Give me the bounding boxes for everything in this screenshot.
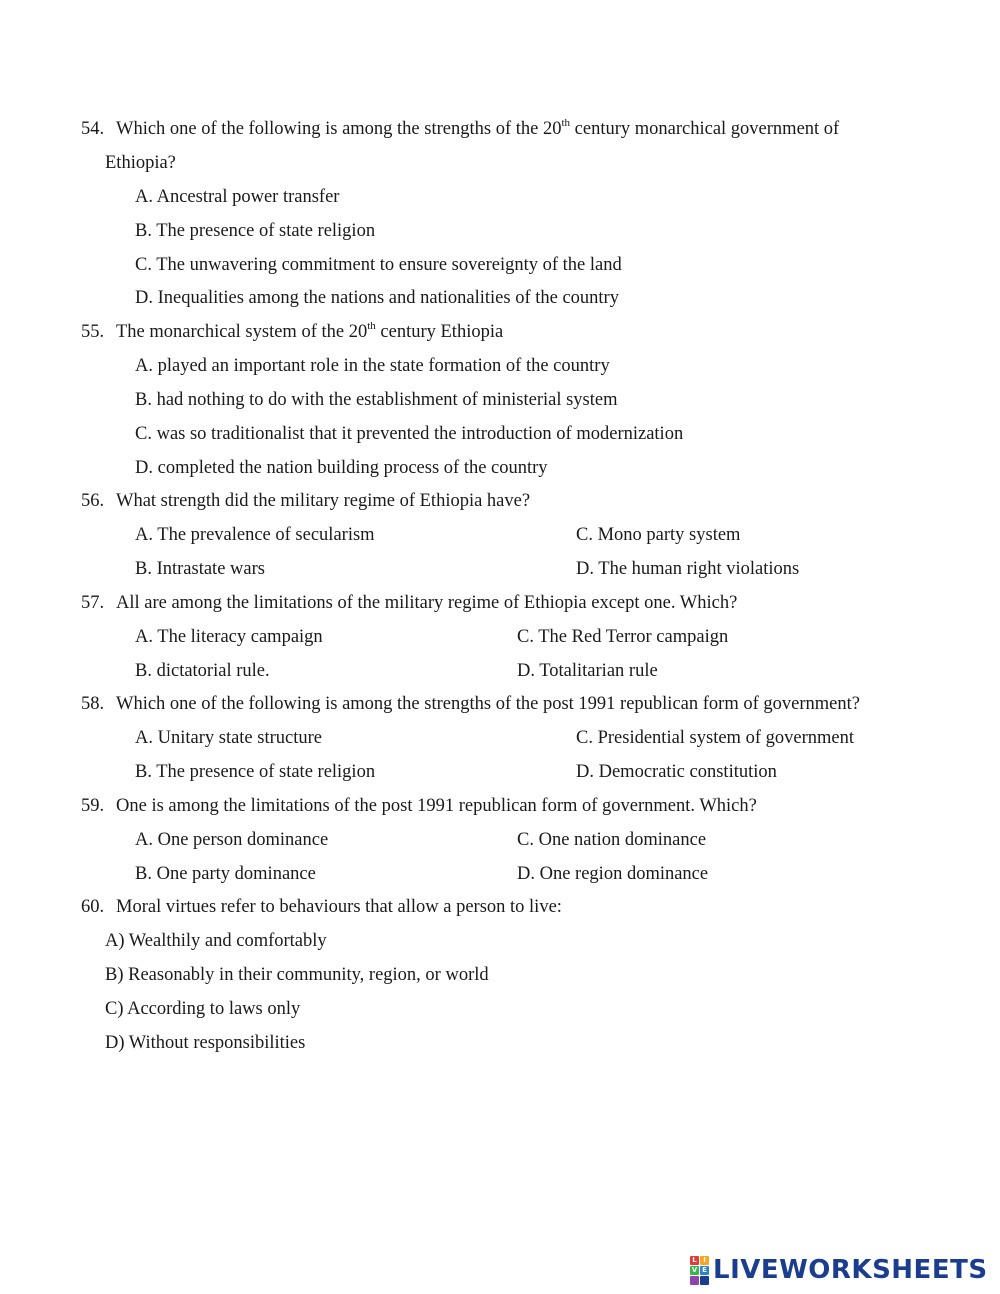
question-58-option-b[interactable]: B. The presence of state religion [135,762,376,782]
question-55-text: The monarchical system of the 20th century Ethiopia [116,319,504,342]
question-58-option-d[interactable]: D. Democratic constitution [576,762,777,782]
question-56-text: What strength did the military regime of Ethiopia have? [116,491,531,511]
question-56-number: 56. [81,491,105,511]
question-57-number: 57. [81,593,105,613]
question-54-option-c[interactable]: C. The unwavering commitment to ensure sovereignty of the land [135,255,622,275]
question-60-option-c[interactable]: C) According to laws only [105,999,301,1019]
question-57-option-a[interactable]: A. The literacy campaign [135,627,323,647]
question-55-option-b[interactable]: B. had nothing to do with the establishment of ministerial system [135,390,618,410]
question-54-number: 54. [81,119,105,139]
question-59-option-d[interactable]: D. One region dominance [517,864,709,884]
question-55-option-c[interactable]: C. was so traditionalist that it prevented the introduction of modernization [135,424,684,444]
question-59-option-a[interactable]: A. One person dominance [135,830,329,850]
question-56-option-c[interactable]: C. Mono party system [576,525,741,545]
question-59-option-c[interactable]: C. One nation dominance [517,830,707,850]
question-60-number: 60. [81,897,105,917]
question-59-text: One is among the limitations of the post 1991 republican form of government. Which? [116,796,757,816]
question-57-option-b[interactable]: B. dictatorial rule. [135,661,270,681]
question-60-option-a[interactable]: A) Wealthily and comfortably [105,931,327,951]
liveworksheets-logo-text: LIVEWORKSHEETS [713,1255,988,1285]
liveworksheets-logo-icon: L I V E [690,1256,709,1285]
question-54-text: Which one of the following is among the strengths of the 20th century monarchical government of [116,116,840,139]
question-56-option-b[interactable]: B. Intrastate wars [135,559,265,579]
question-60-text: Moral virtues refer to behaviours that allow a person to live: [116,897,562,917]
liveworksheets-logo [690,1254,988,1286]
question-59-number: 59. [81,796,105,816]
question-59-option-b[interactable]: B. One party dominance [135,864,316,884]
question-60-option-d[interactable]: D) Without responsibilities [105,1033,306,1053]
question-58-option-c[interactable]: C. Presidential system of government [576,728,854,748]
question-55-number: 55. [81,322,105,342]
question-56-option-a[interactable]: A. The prevalence of secularism [135,525,375,545]
question-54-option-b[interactable]: B. The presence of state religion [135,221,376,241]
question-58-option-a[interactable]: A. Unitary state structure [135,728,322,748]
question-56-option-d[interactable]: D. The human right violations [576,559,800,579]
question-57-option-c[interactable]: C. The Red Terror campaign [517,627,729,647]
question-55-option-d[interactable]: D. completed the nation building process of the country [135,458,548,478]
question-54-option-a[interactable]: A. Ancestral power transfer [135,187,340,207]
question-58-text: Which one of the following is among the strengths of the post 1991 republican form of government? [116,694,860,714]
question-58-number: 58. [81,694,105,714]
question-60-option-b[interactable]: B) Reasonably in their community, region, or world [105,965,489,985]
question-54-option-d[interactable]: D. Inequalities among the nations and nationalities of the country [135,288,619,308]
question-57-option-d[interactable]: D. Totalitarian rule [517,661,658,681]
question-57-text: All are among the limitations of the military regime of Ethiopia except one. Which? [116,593,738,613]
question-55-option-a[interactable]: A. played an important role in the state formation of the country [135,356,610,376]
question-54-text-continued: Ethiopia? [105,153,176,173]
